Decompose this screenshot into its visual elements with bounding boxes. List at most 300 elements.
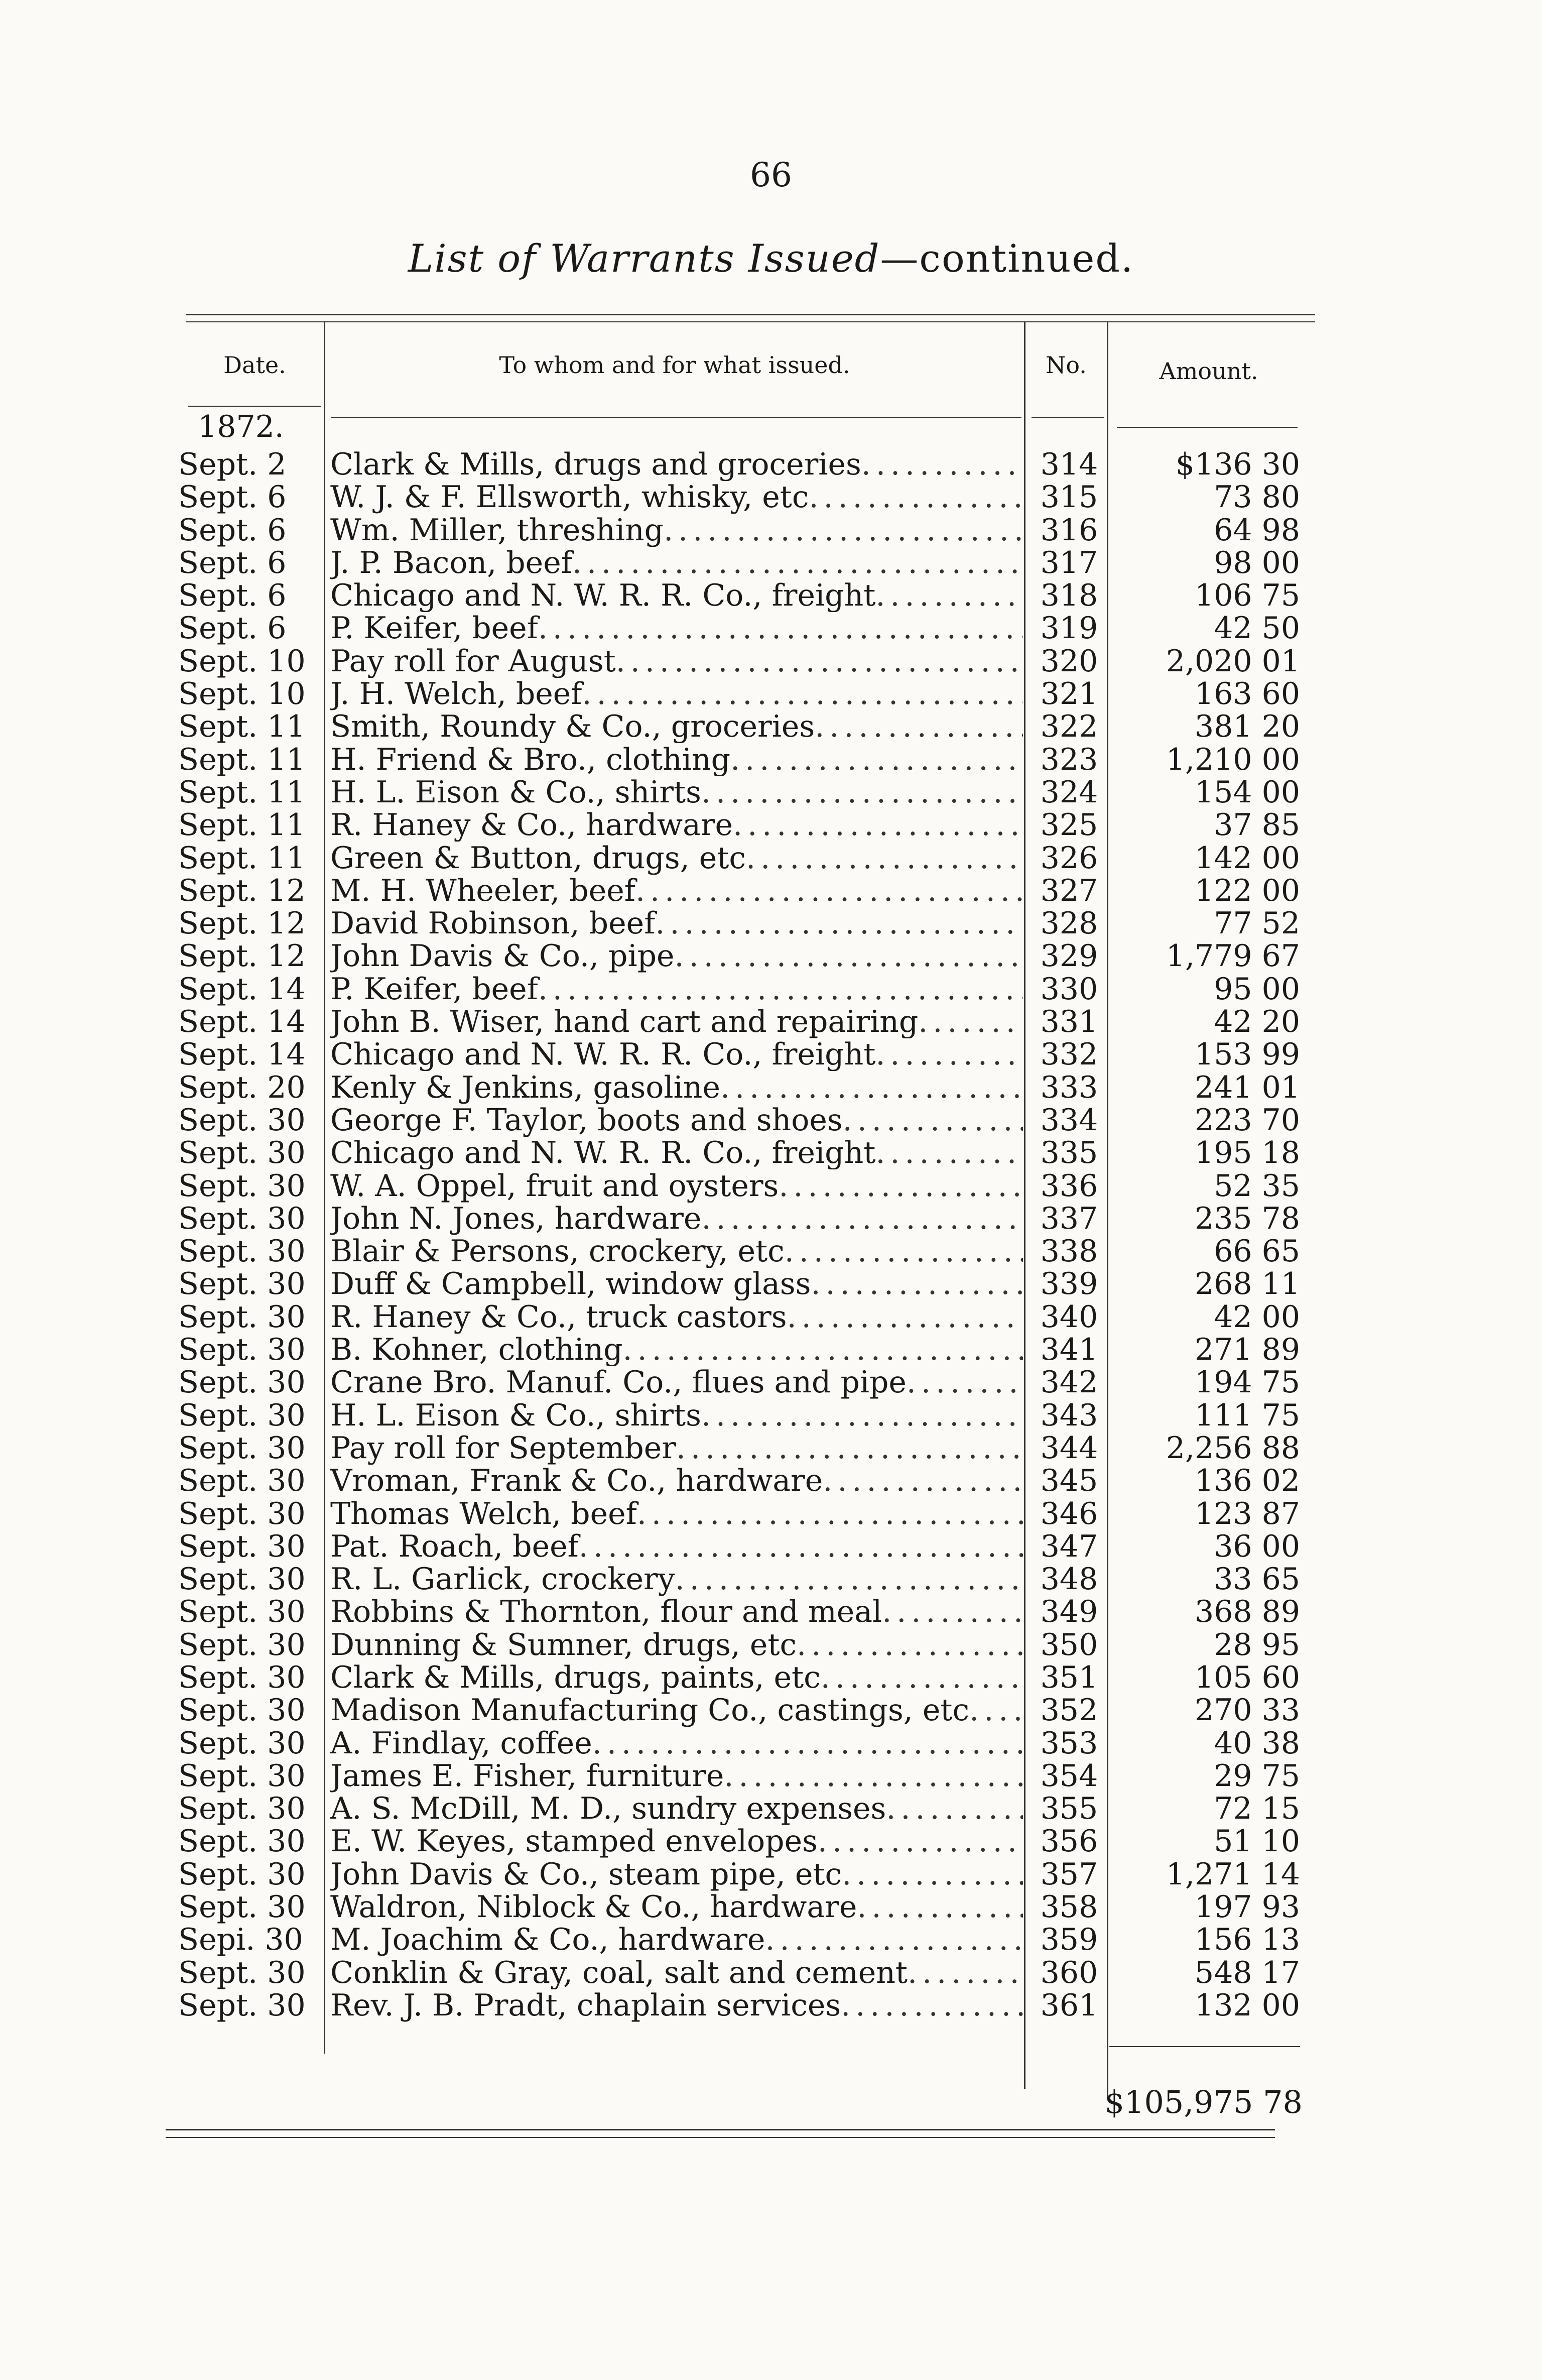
row-amount: 136 02	[1195, 1463, 1300, 1499]
row-description	[330, 1924, 1023, 1956]
row-description	[330, 1498, 1023, 1530]
row-description-text: Pat. Roach, beef	[330, 1530, 579, 1563]
row-number: 336	[1040, 1168, 1098, 1204]
row-description	[330, 579, 1023, 612]
row-number: 337	[1040, 1201, 1098, 1236]
dot-leader	[623, 1334, 1023, 1366]
row-number: 325	[1040, 807, 1098, 843]
row-description-text: Duff & Campbell, window glass	[330, 1268, 811, 1301]
page-title	[0, 236, 1542, 281]
row-description-text: Thomas Welch, beef	[330, 1497, 637, 1530]
dot-leader	[592, 1727, 1023, 1760]
row-description	[330, 1989, 1023, 2022]
row-amount: 235 78	[1195, 1201, 1300, 1236]
row-amount: 64 98	[1214, 512, 1300, 548]
row-date: Sept. 11	[178, 840, 306, 876]
table-row	[0, 1563, 1542, 1596]
row-number: 359	[1040, 1922, 1098, 1958]
table-row	[0, 1924, 1542, 1956]
row-description	[330, 1170, 1023, 1203]
row-date: Sept. 6	[178, 611, 287, 646]
row-description	[330, 907, 1023, 940]
row-amount: 154 00	[1195, 774, 1300, 810]
row-description-text: P. Keifer, beef	[330, 973, 538, 1006]
row-number: 321	[1040, 676, 1098, 712]
row-description	[330, 1366, 1023, 1399]
dot-leader	[701, 1399, 1023, 1432]
row-date: Sept. 20	[178, 1069, 306, 1105]
row-number: 335	[1040, 1135, 1098, 1171]
row-description	[330, 645, 1023, 678]
row-description	[330, 809, 1023, 842]
table-row	[0, 1629, 1542, 1661]
row-description	[330, 1530, 1023, 1563]
row-amount: 40 38	[1214, 1725, 1300, 1761]
row-number: 342	[1040, 1365, 1098, 1400]
row-number: 351	[1040, 1659, 1098, 1695]
row-date: Sept. 30	[178, 1791, 306, 1827]
row-description-text: J. H. Welch, beef	[330, 678, 582, 711]
row-amount: 42 50	[1214, 611, 1300, 646]
row-date: Sept. 30	[178, 1594, 306, 1630]
row-number: 350	[1040, 1627, 1098, 1662]
dot-leader	[730, 744, 1023, 776]
table-row	[0, 678, 1542, 710]
row-number: 330	[1040, 971, 1098, 1007]
row-description-text: H. L. Eison & Co., shirts	[330, 776, 701, 809]
row-date: Sept. 30	[178, 1824, 306, 1859]
row-description	[330, 1038, 1023, 1071]
row-date: Sept. 11	[178, 709, 306, 745]
row-amount: 73 80	[1214, 480, 1300, 515]
row-number: 352	[1040, 1693, 1098, 1728]
row-amount: 223 70	[1195, 1102, 1300, 1138]
dot-leader	[841, 1989, 1023, 2022]
table-row	[0, 1989, 1542, 2022]
row-number: 358	[1040, 1889, 1098, 1925]
row-number: 323	[1040, 742, 1098, 777]
row-date: Sept. 2	[178, 447, 287, 482]
header-number: No.	[1046, 351, 1087, 379]
top-rule	[186, 314, 1315, 315]
row-number: 357	[1040, 1856, 1098, 1892]
row-date: Sept. 6	[178, 480, 287, 515]
row-date: Sept. 30	[178, 1135, 306, 1171]
row-date: Sept. 6	[178, 512, 287, 548]
row-date: Sept. 11	[178, 774, 306, 810]
row-description-text: M. H. Wheeler, beef	[330, 874, 635, 907]
dot-leader	[675, 1563, 1023, 1596]
dot-leader	[843, 1104, 1023, 1137]
row-description-text: R. L. Garlick, crockery	[330, 1563, 675, 1596]
table-row	[0, 579, 1542, 612]
row-date: Sept. 30	[178, 1430, 306, 1466]
row-description-text: Pay roll for September	[330, 1432, 676, 1465]
row-description	[330, 1006, 1023, 1038]
row-date: Sept. 30	[178, 1725, 306, 1761]
row-amount: 122 00	[1195, 873, 1300, 908]
table-row	[0, 481, 1542, 514]
row-description-text: W. A. Oppel, fruit and oysters	[330, 1169, 779, 1203]
row-description-text: Clark & Mills, drugs, paints, etc	[330, 1661, 821, 1694]
table-row	[0, 809, 1542, 842]
dot-leader	[637, 1498, 1023, 1530]
row-date: Sept. 30	[178, 1365, 306, 1400]
row-number: 315	[1040, 480, 1098, 515]
table-row	[0, 1069, 1542, 1105]
table-row	[0, 1334, 1542, 1366]
row-number: 339	[1040, 1266, 1098, 1302]
table-row	[0, 1104, 1542, 1137]
row-amount: 42 20	[1214, 1004, 1300, 1040]
dot-leader	[779, 1170, 1023, 1203]
row-description-text: Smith, Roundy & Co., groceries	[330, 710, 815, 744]
dot-leader	[582, 678, 1023, 710]
row-description	[330, 1432, 1023, 1465]
row-description-text: W. J. & F. Ellsworth, whisky, etc	[330, 481, 809, 514]
table-row	[0, 1399, 1542, 1432]
row-description-text: A. S. McDill, M. D., sundry expenses	[330, 1793, 886, 1826]
table-row	[0, 1858, 1542, 1891]
row-number: 346	[1040, 1496, 1098, 1531]
table-row	[0, 710, 1542, 743]
table-row	[0, 1661, 1542, 1694]
row-description	[330, 1072, 1023, 1104]
table-row	[0, 1235, 1542, 1268]
row-description-text: John Davis & Co., steam pipe, etc	[330, 1858, 842, 1891]
row-description-text: R. Haney & Co., truck castors	[330, 1300, 787, 1334]
dot-leader	[720, 1072, 1023, 1104]
table-row	[0, 1268, 1542, 1300]
table-row	[0, 1760, 1542, 1793]
row-number: 333	[1040, 1069, 1098, 1105]
row-amount: 270 33	[1195, 1693, 1300, 1728]
row-description-text: David Robinson, beef	[330, 907, 656, 940]
row-number: 318	[1040, 578, 1098, 614]
row-amount: 548 17	[1195, 1955, 1300, 1990]
row-description-text: M. Joachim & Co., hardware	[330, 1924, 765, 1957]
table-row	[0, 875, 1542, 907]
row-number: 338	[1040, 1234, 1098, 1269]
row-number: 319	[1040, 611, 1098, 646]
row-description	[330, 1399, 1023, 1432]
table-row	[0, 1825, 1542, 1858]
row-description	[330, 1137, 1023, 1169]
row-number: 316	[1040, 512, 1098, 548]
row-description-text: John N. Jones, hardware	[330, 1202, 702, 1235]
table-row	[0, 1006, 1542, 1038]
dot-leader	[969, 1694, 1023, 1727]
row-amount: 98 00	[1214, 545, 1300, 580]
row-description-text: A. Findlay, coffee	[330, 1727, 592, 1760]
row-number: 326	[1040, 840, 1098, 876]
dot-leader	[701, 1203, 1023, 1235]
row-amount: 123 87	[1195, 1496, 1300, 1531]
row-amount: 381 20	[1195, 709, 1300, 745]
row-amount: 194 75	[1195, 1365, 1300, 1400]
row-amount: 241 01	[1195, 1069, 1300, 1105]
row-description	[330, 776, 1023, 809]
row-description	[330, 1825, 1023, 1858]
dot-leader	[655, 907, 1023, 940]
row-number: 349	[1040, 1594, 1098, 1630]
table-row	[0, 1891, 1542, 1924]
row-date: Sept. 6	[178, 545, 287, 580]
row-description	[330, 940, 1023, 973]
row-description	[330, 1596, 1023, 1628]
bottom-rule-2	[166, 2137, 1275, 2138]
row-date: Sept. 30	[178, 1955, 306, 1990]
row-amount: 95 00	[1214, 971, 1300, 1007]
total-rule	[1109, 2046, 1300, 2047]
row-date: Sept. 30	[178, 1201, 306, 1236]
row-date: Sept. 30	[178, 1102, 306, 1138]
table-row	[0, 514, 1542, 547]
row-amount: 268 11	[1195, 1266, 1300, 1302]
dot-leader	[765, 1924, 1023, 1956]
dot-leader	[907, 1366, 1023, 1399]
row-description-text: Madison Manufacturing Co., castings, etc	[330, 1694, 970, 1727]
row-description-text: Dunning & Sumner, drugs, etc	[330, 1628, 797, 1661]
dot-leader	[701, 776, 1023, 809]
row-date: Sept. 30	[178, 1463, 306, 1499]
row-date: Sept. 30	[178, 1987, 306, 2023]
row-number: 343	[1040, 1397, 1098, 1433]
row-amount: 72 15	[1214, 1791, 1300, 1827]
table-row	[0, 448, 1542, 481]
row-date: Sept. 30	[178, 1856, 306, 1892]
row-description	[330, 973, 1023, 1006]
row-number: 331	[1040, 1004, 1098, 1040]
row-description	[330, 1465, 1023, 1497]
row-date: Sept. 30	[178, 1332, 306, 1368]
row-amount: 2,020 01	[1166, 643, 1300, 679]
row-description-text: E. W. Keyes, stamped envelopes	[330, 1825, 818, 1858]
row-description	[330, 1694, 1023, 1727]
table-row	[0, 1793, 1542, 1825]
table-row	[0, 1530, 1542, 1563]
row-amount: 132 00	[1195, 1987, 1300, 2023]
row-description	[330, 1793, 1023, 1825]
table-row	[0, 1465, 1542, 1497]
dot-leader	[664, 514, 1023, 547]
row-description-text: Pay roll for August	[330, 645, 616, 678]
dot-leader	[572, 547, 1023, 579]
row-amount: 1,779 67	[1166, 938, 1300, 974]
row-amount: 77 52	[1214, 906, 1300, 941]
row-description-text: H. L. Eison & Co., shirts	[330, 1399, 701, 1432]
row-date: Sept. 30	[178, 1397, 306, 1433]
table-row	[0, 1301, 1542, 1334]
row-date: Sepi. 30	[178, 1922, 303, 1958]
dot-leader	[875, 1038, 1023, 1071]
row-number: 355	[1040, 1791, 1098, 1827]
dot-leader	[886, 1793, 1023, 1825]
row-description-text: Kenly & Jenkins, gasoline	[330, 1071, 720, 1104]
dot-leader	[787, 1301, 1023, 1334]
row-description	[330, 1629, 1023, 1661]
row-description	[330, 1563, 1023, 1596]
row-date: Sept. 14	[178, 971, 306, 1007]
row-amount: 28 95	[1214, 1627, 1300, 1662]
row-description-text: Blair & Persons, crockery, etc	[330, 1235, 785, 1268]
row-date: Sept. 11	[178, 742, 306, 777]
row-amount: 42 00	[1214, 1299, 1300, 1335]
row-description-text: John Davis & Co., pipe	[330, 940, 675, 973]
row-description-text: Clark & Mills, drugs and groceries	[330, 448, 861, 481]
row-date: Sept. 14	[178, 1037, 306, 1073]
row-amount: 197 93	[1195, 1889, 1300, 1925]
row-date: Sept. 30	[178, 1266, 306, 1302]
row-description	[330, 710, 1023, 743]
row-date: Sept. 30	[178, 1627, 306, 1662]
row-description	[330, 744, 1023, 776]
row-number: 334	[1040, 1102, 1098, 1138]
row-description-text: Chicago and N. W. R. R. Co., freight	[330, 1137, 876, 1170]
table-row	[0, 1694, 1542, 1727]
table-row	[0, 1957, 1542, 1989]
row-amount: 1,271 14	[1166, 1856, 1300, 1892]
table-row	[0, 1203, 1542, 1235]
table-row	[0, 1432, 1542, 1465]
year-label: 1872.	[198, 409, 284, 444]
row-date: Sept. 12	[178, 906, 306, 941]
row-description-text: George F. Taylor, boots and shoes	[330, 1104, 843, 1137]
row-date: Sept. 30	[178, 1168, 306, 1204]
row-amount: 51 10	[1214, 1824, 1300, 1859]
dot-leader	[676, 1432, 1023, 1465]
row-date: Sept. 11	[178, 807, 306, 843]
row-description	[330, 842, 1023, 875]
row-description	[330, 1268, 1023, 1300]
row-description	[330, 1235, 1023, 1268]
dot-leader	[538, 973, 1023, 1006]
dot-leader	[797, 1629, 1023, 1661]
table-row	[0, 1498, 1542, 1530]
row-description	[330, 1334, 1023, 1366]
header-amount: Amount.	[1159, 358, 1258, 385]
dot-leader	[918, 1006, 1023, 1038]
row-date: Sept. 12	[178, 938, 306, 974]
row-number: 314	[1040, 447, 1098, 482]
dot-leader	[823, 1465, 1023, 1497]
row-description-text: Rev. J. B. Pradt, chaplain services	[330, 1989, 841, 2022]
row-amount: 156 13	[1195, 1922, 1300, 1958]
row-description-text: Robbins & Thornton, flour and meal	[330, 1596, 882, 1629]
table-row	[0, 1170, 1542, 1203]
row-description-text: H. Friend & Bro., clothing	[330, 743, 731, 776]
row-amount: 106 75	[1195, 578, 1300, 614]
row-description	[330, 1957, 1023, 1989]
dot-leader	[815, 710, 1023, 743]
row-number: 360	[1040, 1955, 1098, 1990]
dot-leader	[882, 1596, 1023, 1628]
row-description-text: Vroman, Frank & Co., hardware	[330, 1465, 823, 1498]
row-number: 347	[1040, 1528, 1098, 1564]
row-description	[330, 612, 1023, 645]
dot-leader	[733, 809, 1023, 842]
table-row	[0, 1727, 1542, 1760]
row-description	[330, 1891, 1023, 1924]
row-description-text: Wm. Miller, threshing	[330, 514, 664, 547]
row-number: 328	[1040, 906, 1098, 941]
row-date: Sept. 30	[178, 1758, 306, 1794]
row-number: 341	[1040, 1332, 1098, 1368]
row-number: 329	[1040, 938, 1098, 974]
row-date: Sept. 30	[178, 1889, 306, 1925]
table-row	[0, 907, 1542, 940]
dot-leader	[821, 1661, 1023, 1694]
bottom-rule	[166, 2129, 1275, 2130]
row-amount: 153 99	[1195, 1037, 1300, 1073]
row-date: Sept. 10	[178, 643, 306, 679]
row-amount: 142 00	[1195, 840, 1300, 876]
dot-leader	[579, 1530, 1023, 1563]
row-number: 345	[1040, 1463, 1098, 1499]
table-row	[0, 1366, 1542, 1399]
row-description	[330, 1661, 1023, 1694]
row-description-text: B. Kohner, clothing	[330, 1334, 623, 1367]
row-number: 332	[1040, 1037, 1098, 1073]
row-amount: 163 60	[1195, 676, 1300, 712]
row-description	[330, 514, 1023, 547]
row-number: 324	[1040, 774, 1098, 810]
row-date: Sept. 6	[178, 578, 287, 614]
table-row	[0, 645, 1542, 678]
page-number: 66	[750, 156, 792, 194]
row-amount: 105 60	[1195, 1659, 1300, 1695]
row-amount: 271 89	[1195, 1332, 1300, 1368]
row-description	[330, 448, 1023, 481]
table-row	[0, 973, 1542, 1006]
title-suffix: —continued.	[880, 236, 1134, 281]
row-description-text: Chicago and N. W. R. R. Co., freight	[330, 579, 876, 613]
row-description	[330, 1760, 1023, 1793]
header-rule-amount	[1117, 427, 1298, 428]
row-number: 340	[1040, 1299, 1098, 1335]
row-number: 344	[1040, 1430, 1098, 1466]
row-date: Sept. 10	[178, 676, 306, 712]
dot-leader	[908, 1957, 1023, 1989]
dot-leader	[616, 645, 1023, 678]
row-description-text: Crane Bro. Manuf. Co., flues and pipe	[330, 1366, 907, 1399]
row-number: 322	[1040, 709, 1098, 745]
row-date: Sept. 30	[178, 1659, 306, 1695]
table-row	[0, 1596, 1542, 1628]
row-description-text: J. P. Bacon, beef	[330, 546, 572, 579]
row-number: 348	[1040, 1562, 1098, 1597]
row-description-text: Conklin & Gray, coal, salt and cement	[330, 1956, 908, 1989]
row-description	[330, 547, 1023, 579]
dot-leader	[724, 1760, 1023, 1793]
dot-leader	[809, 481, 1023, 514]
dot-leader	[875, 579, 1023, 612]
row-description-text: P. Keifer, beef	[330, 612, 538, 645]
row-description-text: Chicago and N. W. R. R. Co., freight	[330, 1038, 876, 1072]
header-date: Date.	[223, 351, 286, 379]
row-number: 317	[1040, 545, 1098, 580]
table-row	[0, 940, 1542, 973]
warrants-table	[0, 448, 1542, 2022]
row-amount: 36 00	[1214, 1528, 1300, 1564]
table-row	[0, 1137, 1542, 1169]
row-date: Sept. 12	[178, 873, 306, 908]
row-description	[330, 1203, 1023, 1235]
dot-leader	[635, 875, 1023, 907]
row-number: 361	[1040, 1987, 1098, 2023]
row-amount: 37 85	[1214, 807, 1300, 843]
dot-leader	[875, 1137, 1023, 1169]
